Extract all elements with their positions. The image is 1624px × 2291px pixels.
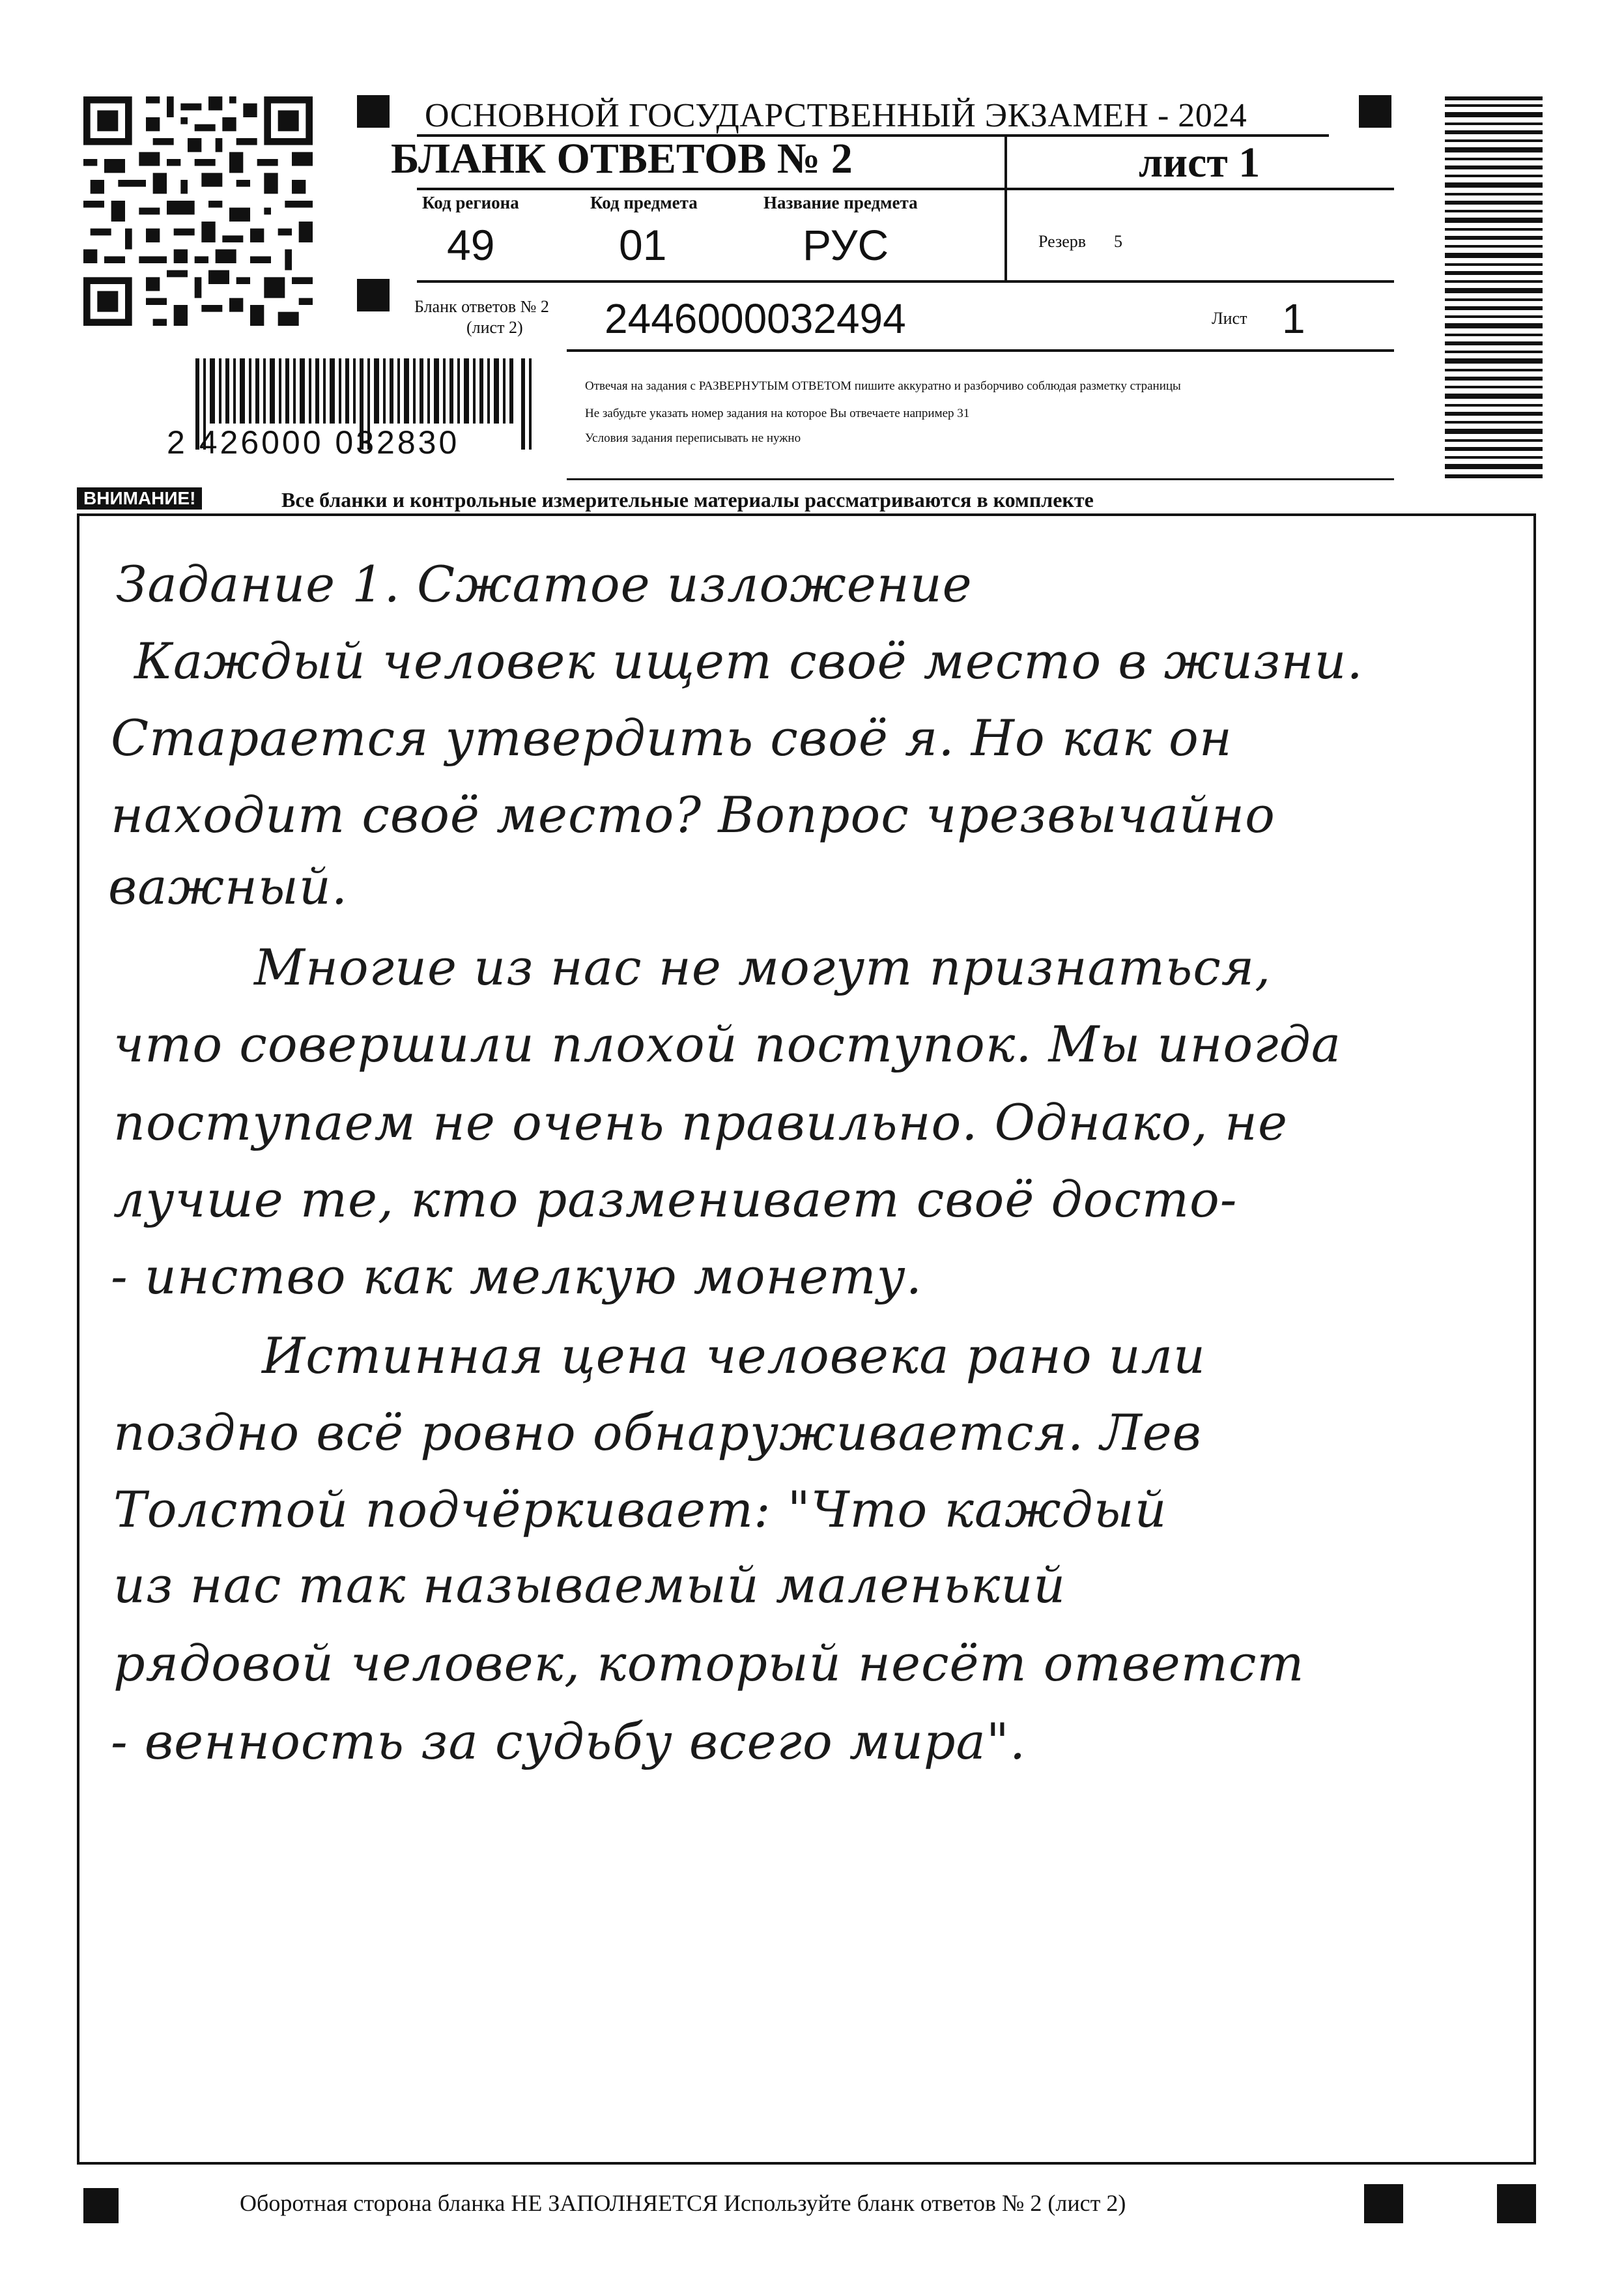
answer-line: Истинная цена человека рано или <box>262 1327 1206 1385</box>
form-title: БЛАНК ОТВЕТОВ № 2 <box>391 135 853 182</box>
form-ref-line1: Бланк ответов № 2 <box>414 297 549 316</box>
region-value: 49 <box>447 221 495 269</box>
sheet-title: лист 1 <box>1139 139 1261 186</box>
registration-marker-icon <box>1497 2184 1536 2223</box>
answer-line: важный. <box>108 857 348 915</box>
answer-line: Каждый человек ищет своё место в жизни. <box>134 632 1363 690</box>
answer-line: рядовой человек, который несёт ответст <box>113 1634 1305 1692</box>
subject-name-label: Название предмета <box>763 193 918 212</box>
instructions-rule <box>567 478 1394 480</box>
sheet-label: Лист <box>1212 309 1247 328</box>
answer-line: Старается утвердить своё я. Но как он <box>111 709 1232 767</box>
instruction-2: Не забудьте указать номер задания на которое Вы отвечаете например 31 <box>585 407 970 420</box>
registration-marker-icon <box>357 279 390 311</box>
answer-line: находит своё место? Вопрос чрезвычайно <box>111 786 1275 844</box>
instruction-3: Условия задания переписывать не нужно <box>585 431 801 445</box>
reserve-label: Резерв <box>1038 232 1087 251</box>
registration-marker-icon <box>83 2188 119 2223</box>
answer-line: - венность за судьбу всего мира". <box>111 1712 1026 1770</box>
answer-line: лучше те, кто разменивает своё досто- <box>113 1170 1238 1228</box>
footer-note: Оборотная сторона бланка НЕ ЗАПОЛНЯЕТСЯ Используйте бланк ответов № 2 (лист 2) <box>240 2190 1126 2216</box>
subject-code-label: Код предмета <box>590 193 698 212</box>
instruction-1: Отвечая на задания с РАЗВЕРНУТЫМ ОТВЕТОМ пишите аккуратно и разборчиво соблюдая разметку страницы <box>585 379 1181 393</box>
attention-badge: ВНИМАНИЕ! <box>77 487 202 510</box>
registration-marker-icon <box>1364 2184 1403 2223</box>
qr-code-icon <box>83 96 313 326</box>
exam-title: ОСНОВНОЙ ГОСУДАРСТВЕННЫЙ ЭКЗАМЕН - 2024 <box>425 97 1247 134</box>
subject-name-value: РУС <box>803 221 889 269</box>
region-label: Код региона <box>422 193 519 212</box>
attention-text: Все бланки и контрольные измерительные материалы рассматриваются в комплекте <box>281 488 1094 512</box>
answer-line: из нас так называемый маленький <box>113 1556 1066 1614</box>
barcode-number: 2 426000 032830 <box>167 424 460 461</box>
number-rule <box>567 349 1394 352</box>
sheet-value: 1 <box>1282 295 1305 342</box>
answer-line: Толстой подчёркивает: "Что каждый <box>113 1480 1167 1538</box>
registration-marker-icon <box>357 95 390 128</box>
answer-area[interactable] <box>77 513 1536 2165</box>
reserve-value: 5 <box>1114 232 1122 251</box>
header-rule <box>417 188 1394 190</box>
answer-line: что совершили плохой поступок. Мы иногда <box>113 1015 1342 1073</box>
subject-code-value: 01 <box>619 221 667 269</box>
header-divider <box>1004 137 1007 283</box>
form-ref-line2: (лист 2) <box>466 318 523 337</box>
codes-rule <box>417 280 1394 283</box>
answer-line: Задание 1. Сжатое изложение <box>116 555 973 613</box>
form-number: 2446000032494 <box>605 295 906 342</box>
answer-line: поздно всё ровно обнаруживается. Лев <box>113 1404 1202 1462</box>
answer-line: поступаем не очень правильно. Однако, не <box>113 1093 1288 1151</box>
answer-line: - инство как мелкую монету. <box>111 1247 922 1305</box>
answer-line: Многие из нас не могут признаться, <box>254 938 1272 996</box>
barcode-icon <box>1445 96 1543 481</box>
registration-marker-icon <box>1359 95 1391 128</box>
